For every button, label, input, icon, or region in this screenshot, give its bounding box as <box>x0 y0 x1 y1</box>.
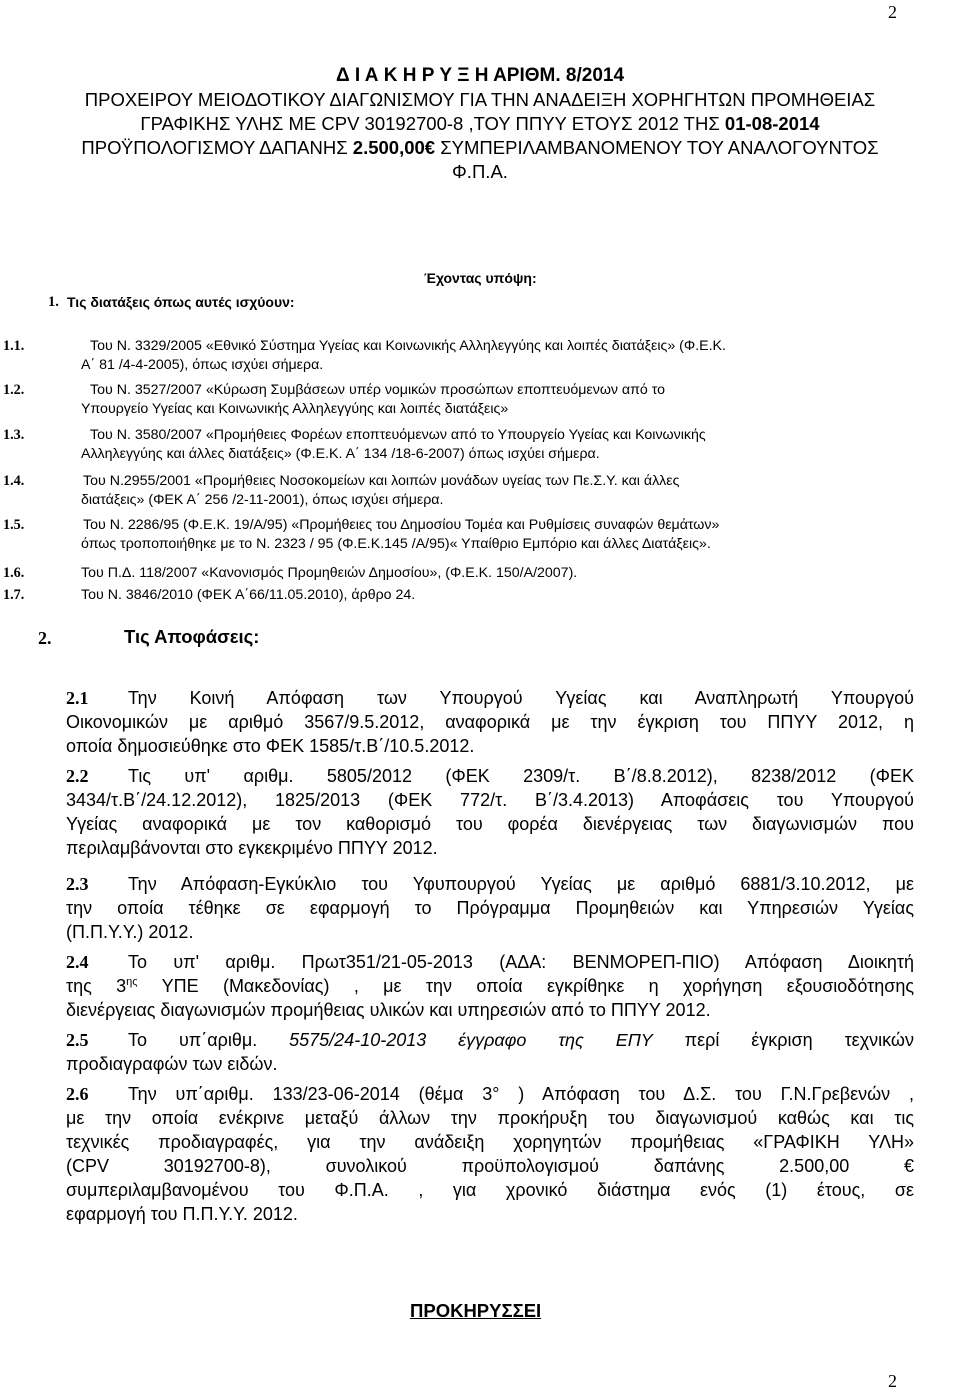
law-item-number: 1.7. <box>3 587 25 603</box>
decision-number: 2.3 <box>66 874 89 894</box>
decision-line: περιλαμβάνονται στο εγκεκριμένο ΠΠΥΥ 2012. <box>66 838 438 858</box>
decision-2-6 <box>66 1082 914 1226</box>
section-2-number: 2. <box>38 628 52 648</box>
decision-number: 2.2 <box>66 766 89 786</box>
decision-line: διενέργειας διαγωνισμών προμήθειας υλικών και υπηρεσιών από το ΠΠΥΥ 2012. <box>66 1000 711 1020</box>
decision-line: Την Απόφαση-Εγκύκλιο του Υφυπουργού Υγείας με αριθμό 6881/3.10.2012, με <box>128 874 914 894</box>
law-item-line-1: Του Ν. 3580/2007 «Προμήθειες Φορέων εποπτευόμενων από το Υπουργείο Υγείας και Κοινωνικής <box>90 427 706 443</box>
decision-line: συμπεριλαμβανομένου του Φ.Π.Α. , για χρονικό διάστημα ενός (1) έτους, σε <box>66 1180 914 1200</box>
decision-line: Τις υπ' αριθμ. 5805/2012 (ΦΕΚ 2309/τ. Β΄/8.8.2012), 8238/2012 (ΦΕΚ <box>128 766 914 786</box>
law-item-line-1: Του Ν.2955/2001 «Προμήθειες Νοσοκομείων και λοιπών μονάδων υγείας των Πε.Σ.Υ. και άλλες <box>83 473 680 489</box>
law-item-number: 1.3. <box>3 427 25 443</box>
section-2-title: Τις Αποφάσεις: <box>124 626 260 647</box>
decision-line-part: ΥΠΕ (Μακεδονίας) , με την οποία εγκρίθηκε η χορήγηση εξουσιοδότησης <box>137 976 915 996</box>
law-item-line-2: διατάξεις» (ΦΕΚ Α΄ 256 /2-11-2001), όπως ισχύει σήμερα. <box>81 492 444 508</box>
decision-line <box>128 1028 914 1052</box>
law-item-number: 1.2. <box>3 382 25 398</box>
header-line-1: ΠΡΟΧΕΙΡΟΥ ΜΕΙΟΔΟΤΙΚΟΥ ΔΙΑΓΩΝΙΣΜΟΥ ΓΙΑ ΤΗΝ ΑΝΑΔΕΙΞΗ ΧΟΡΗΓΗΤΩΝ ΠΡΟΜΗΘΕΙΑΣ <box>84 89 876 110</box>
considering-heading: Έχοντας υπόψη: <box>424 270 537 286</box>
decision-number: 2.1 <box>66 688 89 708</box>
decision-line: την οποία τέθηκε σε εφαρμογή το Πρόγραμμα Προμηθειών και Υπηρεσιών Υγείας <box>66 898 914 918</box>
law-item-line-1: Του Π.Δ. 118/2007 «Κανονισμός Προμηθειών Δημοσίου», (Φ.Ε.Κ. 150/Α/2007). <box>81 565 578 581</box>
section-1-number: 1. <box>48 294 59 310</box>
section-1-title: Τις διατάξεις όπως αυτές ισχύουν: <box>67 294 295 310</box>
law-item-line-1: Του Ν. 3527/2007 «Κύρωση Συμβάσεων υπέρ νομικών προσώπων εποπτευόμενων από το <box>90 382 666 398</box>
decision-number: 2.4 <box>66 952 89 972</box>
decision-line: 3434/τ.Β΄/24.12.2012), 1825/2013 (ΦΕΚ 772/τ. Β΄/3.4.2013) Αποφάσεις του Υπουργού <box>66 790 914 810</box>
law-item-line-1: Του Ν. 2286/95 (Φ.Ε.Κ. 19/Α/95) «Προμήθειες του Δημοσίου Τομέα και Ρυθμίσεις συναφών θεμάτων» <box>83 517 720 533</box>
header-budget: 2.500,00€ <box>352 137 436 158</box>
header-line-3-text-c: ΣΥΜΠΕΡΙΛΑΜΒΑΝΟΜΕΝΟΥ ΤΟΥ ΑΝΑΛΟΓΟΥΝΤΟΣ <box>435 137 879 158</box>
law-item-line-2: Υπουργείο Υγείας και Κοινωνικής Αλληλεγγύης και λοιπές διατάξεις» <box>81 401 509 417</box>
law-item-number: 1.4. <box>3 473 25 489</box>
page-number-bottom: 2 <box>888 1371 897 1391</box>
decision-line: προδιαγραφών των ειδών. <box>66 1054 278 1074</box>
law-item-number: 1.1. <box>3 338 25 354</box>
header-line-3-text-a: ΠΡΟΫΠΟΛΟΓΙΣΜΟΥ ΔΑΠΑΝΗΣ <box>81 137 353 158</box>
decision-2-4 <box>66 950 914 1022</box>
decision-line: Υγείας αναφορικά με τον καθορισμό του φορέα διενέργειας των διαγωνισμών που <box>66 814 914 834</box>
decision-line: Την Κοινή Απόφαση των Υπουργού Υγείας και Αναπληρωτή Υπουργού <box>128 688 914 708</box>
header-line-4: Φ.Π.Α. <box>452 161 508 182</box>
decision-line: (Π.Π.Υ.Υ.) 2012. <box>66 922 194 942</box>
decision-line-part: περί έγκριση τεχνικών <box>652 1030 914 1050</box>
proclaims-heading: ΠΡΟΚΗΡΥΣΣΕΙ <box>410 1300 542 1321</box>
law-item-line-1: Του Ν. 3846/2010 (ΦΕΚ Α΄66/11.05.2010), άρθρο 24. <box>81 587 416 603</box>
header-line-2 <box>0 112 960 136</box>
decision-2-3 <box>66 872 914 944</box>
page-number-top: 2 <box>888 2 897 22</box>
decision-2-2 <box>66 764 914 860</box>
decision-number: 2.5 <box>66 1030 89 1050</box>
law-item-line-2: όπως τροποποιήθηκε με το Ν. 2323 / 95 (Φ.Ε.Κ.145 /Α/95)« Υπαίθριο Εμπόριο και άλλες Διατάξεις». <box>81 536 711 552</box>
decision-2-1 <box>66 686 914 758</box>
header-line-2-text: ΓΡΑΦΙΚΗΣ ΥΛΗΣ ΜΕ CPV 30192700-8 ,ΤΟΥ ΠΠΥΥ ΕΤΟΥΣ 2012 ΤΗΣ <box>140 113 725 134</box>
law-item-line-2: Αλληλεγγύης και άλλες διατάξεις» (Φ.Ε.Κ. Α΄ 134 /18-6-2007) όπως ισχύει σήμερα. <box>81 446 600 462</box>
decision-2-5 <box>66 1028 914 1076</box>
header-line-3 <box>0 136 960 160</box>
decision-line: οποία δημοσιεύθηκε στο ΦΕΚ 1585/τ.Β΄/10.5.2012. <box>66 736 475 756</box>
decision-line-part: της 3 <box>66 976 127 996</box>
header-date: 01-08-2014 <box>724 113 820 134</box>
decision-line: Οικονομικών με αριθμό 3567/9.5.2012, αναφορικά με την έγκριση του ΠΠΥΥ 2012, η <box>66 712 914 732</box>
decision-document-ref: 5575/24-10-2013 έγγραφο της ΕΠΥ <box>289 1030 653 1050</box>
decision-line-part: Το υπ΄αριθμ. <box>128 1030 290 1050</box>
ordinal-superscript: ης <box>126 976 138 988</box>
decision-line: (CPV 30192700-8), συνολικού προϋπολογισμού δαπάνης 2.500,00 € <box>66 1156 914 1176</box>
law-item-number: 1.5. <box>3 517 25 533</box>
decision-line: τεχνικές προδιαγραφές, για την ανάδειξη χορηγητών προμήθειας «ΓΡΑΦΙΚΗ ΥΛΗ» <box>66 1132 914 1152</box>
law-item-number: 1.6. <box>3 565 25 581</box>
decision-number: 2.6 <box>66 1084 89 1104</box>
decision-line: Την υπ΄αριθμ. 133/23-06-2014 (θέμα 3° ) Απόφαση του Δ.Σ. του Γ.Ν.Γρεβενών , <box>128 1084 914 1104</box>
decision-line: Το υπ' αριθμ. Πρωτ351/21-05-2013 (ΑΔΑ: ΒΕΝΜΟΡΕΠ-ΠΙΟ) Απόφαση Διοικητή <box>128 952 914 972</box>
decision-line <box>66 974 914 998</box>
document-title: Δ Ι Α Κ Η Ρ Υ Ξ Η ΑΡΙΘΜ. 8/2014 <box>335 65 625 86</box>
decision-line: εφαρμογή του Π.Π.Υ.Υ. 2012. <box>66 1204 298 1224</box>
law-item-line-2: Α΄ 81 /4-4-2005), όπως ισχύει σήμερα. <box>81 357 324 373</box>
law-item-line-1: Του Ν. 3329/2005 «Εθνικό Σύστημα Υγείας και Κοινωνικής Αλληλεγγύης και λοιπές διατάξεις» (Φ.Ε.Κ. <box>90 338 726 354</box>
decision-line: με την οποία ενέκρινε μεταξύ άλλων την προκήρυξη του διαγωνισμού καθώς και τις <box>66 1108 914 1128</box>
